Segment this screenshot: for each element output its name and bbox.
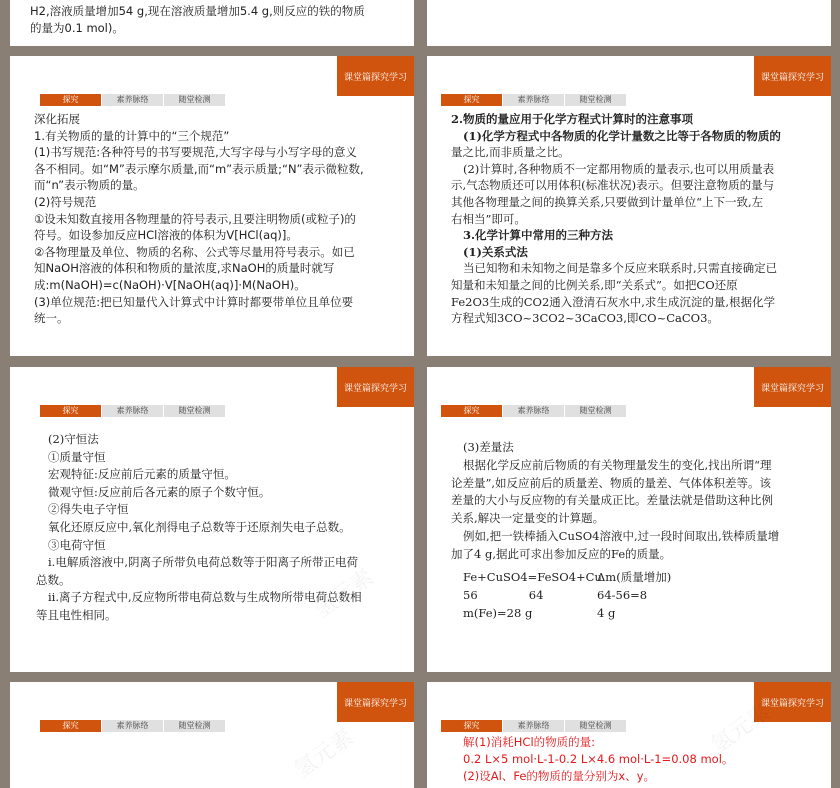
tab-explore[interactable]: 探究 [441,94,502,106]
calc-row: m(Fe)=28 g 4 g [463,606,616,620]
tab-literacy[interactable]: 素养脉络 [503,405,564,417]
tab-quiz[interactable]: 随堂检测 [565,94,626,106]
tab-bar [40,405,226,417]
tab-literacy[interactable]: 素养脉络 [102,94,163,106]
header-tag: 课堂篇探究学习 [337,367,414,407]
tab-literacy[interactable]: 素养脉络 [503,720,564,732]
header-tag: 课堂篇探究学习 [754,56,831,96]
tab-bar [441,720,627,732]
slide-3-text: 2.物质的量应用于化学方程式计算时的注意事项 (1)化学方程式中各物质的化学计量数之比等于各物质的物质的 量之比,而非质量之比。 (2)计算时,各种物质不一定都用物质的量表示,也可以用质量表 示,气态物质还可以用体积(标准状况)表示。但要注意物质的量与 其他各物理量之间的换算关系,只要做到计量单位“上下一致,左 右相当”即可。 3.化学计算中常用的三种方法 (1)关系式法 当已知物和未知物之间是靠多个反应来联系时,只需直接确定已 知量和未知量之间的比例关系,即“关系式”。如把CO还原 Fe2O3生成的CO2通入澄清石灰水中,求生成沉淀的量,根据化学 方程式知3CO~3CO2~3CaCO3,即CO~CaCO3。 [451,112,781,326]
slide-7 [427,682,831,788]
watermark: 氢元素 [309,564,379,624]
tab-bar [441,405,627,417]
slide-3 [427,56,831,356]
watermark: 氢元素 [289,724,359,784]
tab-quiz[interactable]: 随堂检测 [164,94,225,106]
calc-row: Fe+CuSO4=FeSO4+Cu Δm(质量增加) [463,570,672,584]
tab-explore[interactable]: 探究 [40,94,101,106]
slide-2-text: 深化拓展 1.有关物质的量的计算中的“三个规范” (1)书写规范:各种符号的书写要规范,大写字母与小写字母的意义 各不相同。如“M”表示摩尔质量,而“m”表示质量;“N”表示微粒数, 而“n”表示物质的量。 (2)符号规范 ①设未知数直接用各物理量的符号表示,且要注明物质(或粒子)的 符号。如设参加反应HCl溶液的体积为V[HCl(aq)]。 ②各物理量及单位、物质的名称、公式等尽量用符号表示。如已 知NaOH溶液的体积和物质的量浓度,求NaOH的质量时就写 成:m(NaOH)=c(NaOH)·V[NaOH(aq)]·M(NaOH)。 (3)单位规范:把已知量代入计算式中计算时都要带单位且单位要 统一。 [34,112,364,326]
tab-explore[interactable]: 探究 [441,405,502,417]
tab-quiz[interactable]: 随堂检测 [565,405,626,417]
tab-quiz[interactable]: 随堂检测 [164,405,225,417]
slide-5 [427,367,831,672]
header-tag: 课堂篇探究学习 [337,682,414,722]
answer-text: 解(1)消耗HCl的物质的量: 0.2 L×5 mol·L-1-0.2 L×4.6 mol·L-1=0.08 mol。 (2)设Al、Fe的物质的量分别为x、y。 [463,735,734,783]
calc-table [463,568,671,622]
tab-explore[interactable]: 探究 [40,720,101,732]
tab-bar [441,94,627,106]
tab-bar [40,94,226,106]
watermark: 氢元素 [706,699,776,759]
slide-2 [10,56,414,356]
slide-6 [10,682,414,788]
tab-literacy[interactable]: 素养脉络 [102,405,163,417]
slide-4 [10,367,414,672]
header-tag: 课堂篇探究学习 [337,56,414,96]
tab-literacy[interactable]: 素养脉络 [503,94,564,106]
calc-row: 56 64 64-56=8 [463,588,648,602]
header-tag: 课堂篇探究学习 [754,367,831,407]
tab-explore[interactable]: 探究 [441,720,502,732]
slide-5-text: (3)差量法 根据化学反应前后物质的有关物理量发生的变化,找出所谓“理 论差量”,如反应前后的质量差、物质的量差、气体体积差等。该 差量的大小与反应物的有关量成正比。差量法就是借助这种比例 关系,解决一定量变的计算题。 例如,把一铁棒插入CuSO4溶液中,过一段时间取出,铁棒质量增 加了4 g,据此可求出参加反应的Fe的质量。 [451,440,780,561]
slide-0 [10,0,414,46]
slide-1 [427,0,831,46]
tab-explore[interactable]: 探究 [40,405,101,417]
slide-4-text: (2)守恒法 ①质量守恒 宏观特征:反应前后元素的质量守恒。 微观守恒:反应前后各元素的原子个数守恒。 ②得失电子守恒 氧化还原反应中,氧化剂得电子总数等于还原剂失电子总数。 ③电荷守恒 ⅰ.电解质溶液中,阴离子所带负电荷总数等于阳离子所带正电荷 总数。 ⅱ.离子方程式中,反应物所带电荷总数与生成物所带电荷总数相 等且电性相同。 [36,432,362,622]
tab-bar [40,720,226,732]
tab-quiz[interactable]: 随堂检测 [565,720,626,732]
slide-0-text: H2,溶液质量增加54 g,现在溶液质量增加5.4 g,则反应的铁的物质 的量为0.1 mol)。 [30,4,365,35]
tab-literacy[interactable]: 素养脉络 [102,720,163,732]
header-tag: 课堂篇探究学习 [754,682,831,722]
tab-quiz[interactable]: 随堂检测 [164,720,225,732]
